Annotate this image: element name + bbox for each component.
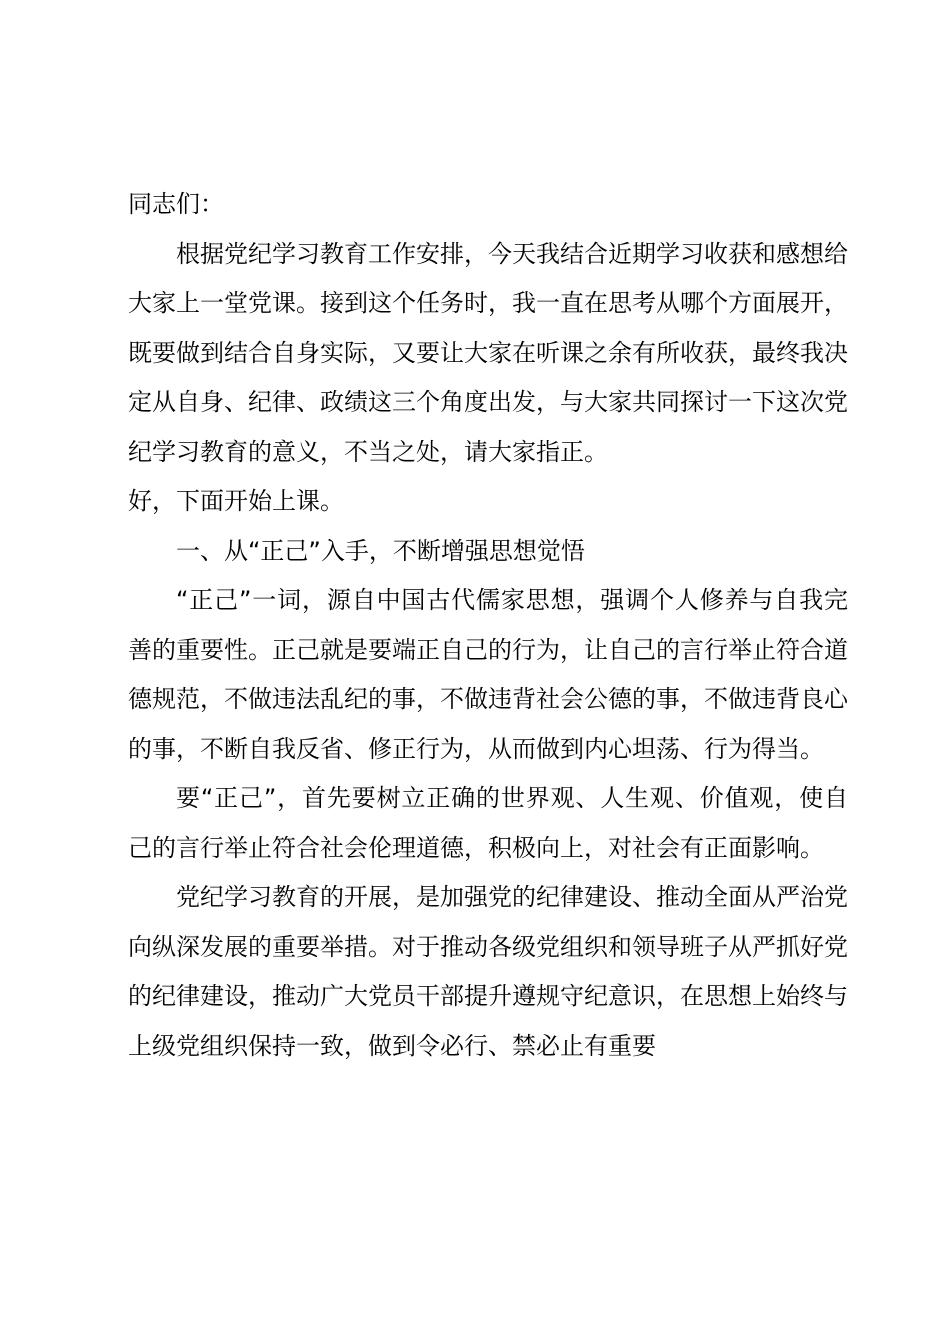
paragraph-intro: 根据党纪学习教育工作安排，今天我结合近期学习收获和感想给大家上一堂党课。接到这个任务时，我一直在思考从哪个方面展开，既要做到结合自身实际，又要让大家在听课之余有所收获，最终我决定从自身、纪律、政绩这三个角度出发，与大家共同探讨一下这次党纪学习教育的意义，不当之处，请大家指正。 [128,239,848,466]
paragraph-zhengji-requirement: 要“正己”，首先要树立正确的世界观、人生观、价值观，使自己的言行举止符合社会伦理道德，积极向上，对社会有正面影响。 [128,784,848,862]
paragraph-education-significance: 党纪学习教育的开展，是加强党的纪律建设、推动全面从严治党向纵深发展的重要举措。对于推动各级党组织和领导班子从严抓好党的纪律建设，推动广大党员干部提升遵规守纪意识，在思想上始终与上级党组织保持一致，做到令必行、禁必止有重要 [128,883,848,1060]
paragraph-zhengji-definition: “正己”一词，源自中国古代儒家思想，强调个人修养与自我完善的重要性。正己就是要端正自己的行为，让自己的言行举止符合道德规范，不做违法乱纪的事，不做违背社会公德的事，不做违背良心的事，不断自我反省、修正行为，从而做到内心坦荡、行为得当。 [128,586,848,763]
document-body [128,180,848,1071]
section-heading: 一、从“正己”入手，不断增强思想觉悟 [176,536,585,565]
paragraph-start-class: 好，下面开始上课。 [128,487,344,515]
greeting: 同志们： [128,190,224,218]
